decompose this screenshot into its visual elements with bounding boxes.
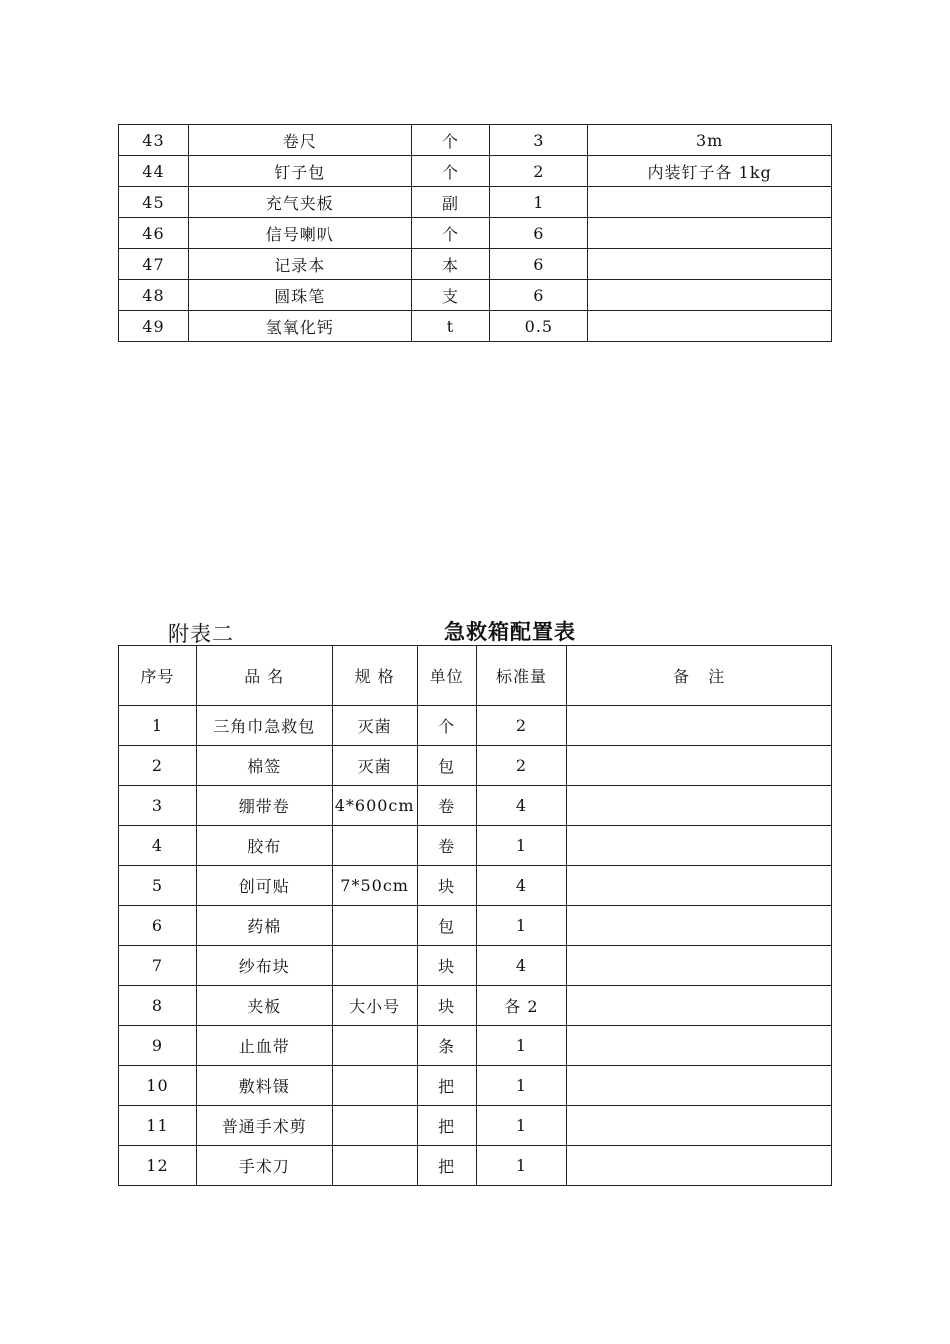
cell-quantity: 3 xyxy=(490,125,588,156)
cell-index: 44 xyxy=(119,156,189,187)
cell-spec xyxy=(332,946,417,986)
cell-index: 3 xyxy=(119,786,197,826)
cell-index: 6 xyxy=(119,906,197,946)
cell-index: 4 xyxy=(119,826,197,866)
cell-remarks xyxy=(588,249,832,280)
table-row xyxy=(119,1106,832,1146)
cell-remarks xyxy=(588,280,832,311)
table-header-row xyxy=(119,646,832,706)
cell-unit: 副 xyxy=(411,187,490,218)
cell-item-name: 卷尺 xyxy=(188,125,411,156)
cell-quantity: 4 xyxy=(476,946,567,986)
cell-item-name: 棉签 xyxy=(196,746,332,786)
cell-item-name: 纱布块 xyxy=(196,946,332,986)
table-row xyxy=(119,156,832,187)
cell-index: 2 xyxy=(119,746,197,786)
cell-item-name: 手术刀 xyxy=(196,1146,332,1186)
cell-item-name: 药棉 xyxy=(196,906,332,946)
table-row xyxy=(119,1146,832,1186)
cell-item-name: 三角巾急救包 xyxy=(196,706,332,746)
cell-item-name: 止血带 xyxy=(196,1026,332,1066)
cell-unit: 个 xyxy=(411,156,490,187)
table-row xyxy=(119,187,832,218)
cell-remarks xyxy=(588,187,832,218)
cell-quantity: 1 xyxy=(490,187,588,218)
cell-remarks xyxy=(567,986,832,1026)
cell-unit: 个 xyxy=(417,706,476,746)
cell-index: 11 xyxy=(119,1106,197,1146)
header-quantity: 标准量 xyxy=(476,646,567,706)
cell-unit: 个 xyxy=(411,218,490,249)
cell-item-name: 敷料镊 xyxy=(196,1066,332,1106)
cell-spec xyxy=(332,1066,417,1106)
cell-spec: 7*50cm xyxy=(332,866,417,906)
cell-spec: 灭菌 xyxy=(332,706,417,746)
cell-index: 43 xyxy=(119,125,189,156)
table-row xyxy=(119,311,832,342)
table-row xyxy=(119,218,832,249)
header-index: 序号 xyxy=(119,646,197,706)
cell-remarks xyxy=(567,866,832,906)
cell-item-name: 圆珠笔 xyxy=(188,280,411,311)
cell-item-name: 普通手术剪 xyxy=(196,1106,332,1146)
cell-index: 5 xyxy=(119,866,197,906)
cell-item-name: 记录本 xyxy=(188,249,411,280)
cell-item-name: 夹板 xyxy=(196,986,332,1026)
cell-unit: 卷 xyxy=(417,826,476,866)
cell-unit: t xyxy=(411,311,490,342)
cell-remarks xyxy=(567,1026,832,1066)
cell-index: 12 xyxy=(119,1146,197,1186)
cell-remarks xyxy=(588,218,832,249)
cell-index: 48 xyxy=(119,280,189,311)
table-row xyxy=(119,1026,832,1066)
cell-index: 45 xyxy=(119,187,189,218)
cell-quantity: 1 xyxy=(476,1106,567,1146)
cell-item-name: 钉子包 xyxy=(188,156,411,187)
cell-remarks: 内装钉子各 1kg xyxy=(588,156,832,187)
table-row xyxy=(119,986,832,1026)
table-row xyxy=(119,746,832,786)
cell-unit: 个 xyxy=(411,125,490,156)
cell-unit: 把 xyxy=(417,1106,476,1146)
cell-remarks xyxy=(567,1146,832,1186)
cell-unit: 本 xyxy=(411,249,490,280)
table-title: 急救箱配置表 xyxy=(444,619,576,644)
cell-remarks: 3m xyxy=(588,125,832,156)
cell-item-name: 胶布 xyxy=(196,826,332,866)
cell-index: 1 xyxy=(119,706,197,746)
cell-quantity: 4 xyxy=(476,786,567,826)
cell-unit: 块 xyxy=(417,866,476,906)
cell-item-name: 信号喇叭 xyxy=(188,218,411,249)
cell-unit: 支 xyxy=(411,280,490,311)
cell-unit: 块 xyxy=(417,946,476,986)
first-aid-kit-table xyxy=(118,645,832,1186)
cell-unit: 包 xyxy=(417,746,476,786)
cell-unit: 块 xyxy=(417,986,476,1026)
cell-spec xyxy=(332,1146,417,1186)
header-remarks: 备 注 xyxy=(567,646,832,706)
cell-quantity: 1 xyxy=(476,1146,567,1186)
cell-index: 47 xyxy=(119,249,189,280)
cell-unit: 卷 xyxy=(417,786,476,826)
table-row xyxy=(119,906,832,946)
cell-unit: 把 xyxy=(417,1066,476,1106)
cell-spec xyxy=(332,1106,417,1146)
first-aid-table-body xyxy=(119,706,832,1186)
cell-spec: 灭菌 xyxy=(332,746,417,786)
cell-remarks xyxy=(567,706,832,746)
header-unit: 单位 xyxy=(417,646,476,706)
table-row xyxy=(119,866,832,906)
cell-quantity: 1 xyxy=(476,906,567,946)
cell-quantity: 6 xyxy=(490,249,588,280)
table-row xyxy=(119,280,832,311)
appendix-label: 附表二 xyxy=(168,622,234,646)
table-row xyxy=(119,946,832,986)
cell-index: 9 xyxy=(119,1026,197,1066)
cell-quantity: 6 xyxy=(490,218,588,249)
table-row xyxy=(119,1066,832,1106)
cell-quantity: 6 xyxy=(490,280,588,311)
cell-index: 8 xyxy=(119,986,197,1026)
cell-index: 49 xyxy=(119,311,189,342)
cell-remarks xyxy=(567,906,832,946)
cell-item-name: 创可贴 xyxy=(196,866,332,906)
cell-quantity: 4 xyxy=(476,866,567,906)
cell-spec xyxy=(332,1026,417,1066)
cell-remarks xyxy=(567,786,832,826)
cell-spec: 大小号 xyxy=(332,986,417,1026)
header-item-name: 品 名 xyxy=(196,646,332,706)
cell-remarks xyxy=(567,746,832,786)
cell-quantity: 各 2 xyxy=(476,986,567,1026)
cell-unit: 条 xyxy=(417,1026,476,1066)
cell-index: 7 xyxy=(119,946,197,986)
cell-quantity: 0.5 xyxy=(490,311,588,342)
cell-unit: 把 xyxy=(417,1146,476,1186)
cell-item-name: 绷带卷 xyxy=(196,786,332,826)
equipment-table-continued xyxy=(118,124,832,342)
cell-index: 46 xyxy=(119,218,189,249)
header-spec: 规 格 xyxy=(332,646,417,706)
cell-index: 10 xyxy=(119,1066,197,1106)
table-row xyxy=(119,125,832,156)
table-row xyxy=(119,826,832,866)
equipment-table-body xyxy=(119,125,832,342)
table-row xyxy=(119,786,832,826)
cell-spec xyxy=(332,826,417,866)
cell-spec xyxy=(332,906,417,946)
cell-remarks xyxy=(567,1106,832,1146)
cell-quantity: 2 xyxy=(476,706,567,746)
cell-remarks xyxy=(567,826,832,866)
cell-remarks xyxy=(567,1066,832,1106)
cell-quantity: 1 xyxy=(476,1066,567,1106)
table-row xyxy=(119,249,832,280)
cell-unit: 包 xyxy=(417,906,476,946)
cell-item-name: 充气夹板 xyxy=(188,187,411,218)
cell-remarks xyxy=(567,946,832,986)
table-row xyxy=(119,706,832,746)
cell-quantity: 2 xyxy=(490,156,588,187)
cell-quantity: 1 xyxy=(476,1026,567,1066)
cell-quantity: 2 xyxy=(476,746,567,786)
cell-spec: 4*600cm xyxy=(332,786,417,826)
cell-remarks xyxy=(588,311,832,342)
cell-quantity: 1 xyxy=(476,826,567,866)
cell-item-name: 氢氧化钙 xyxy=(188,311,411,342)
